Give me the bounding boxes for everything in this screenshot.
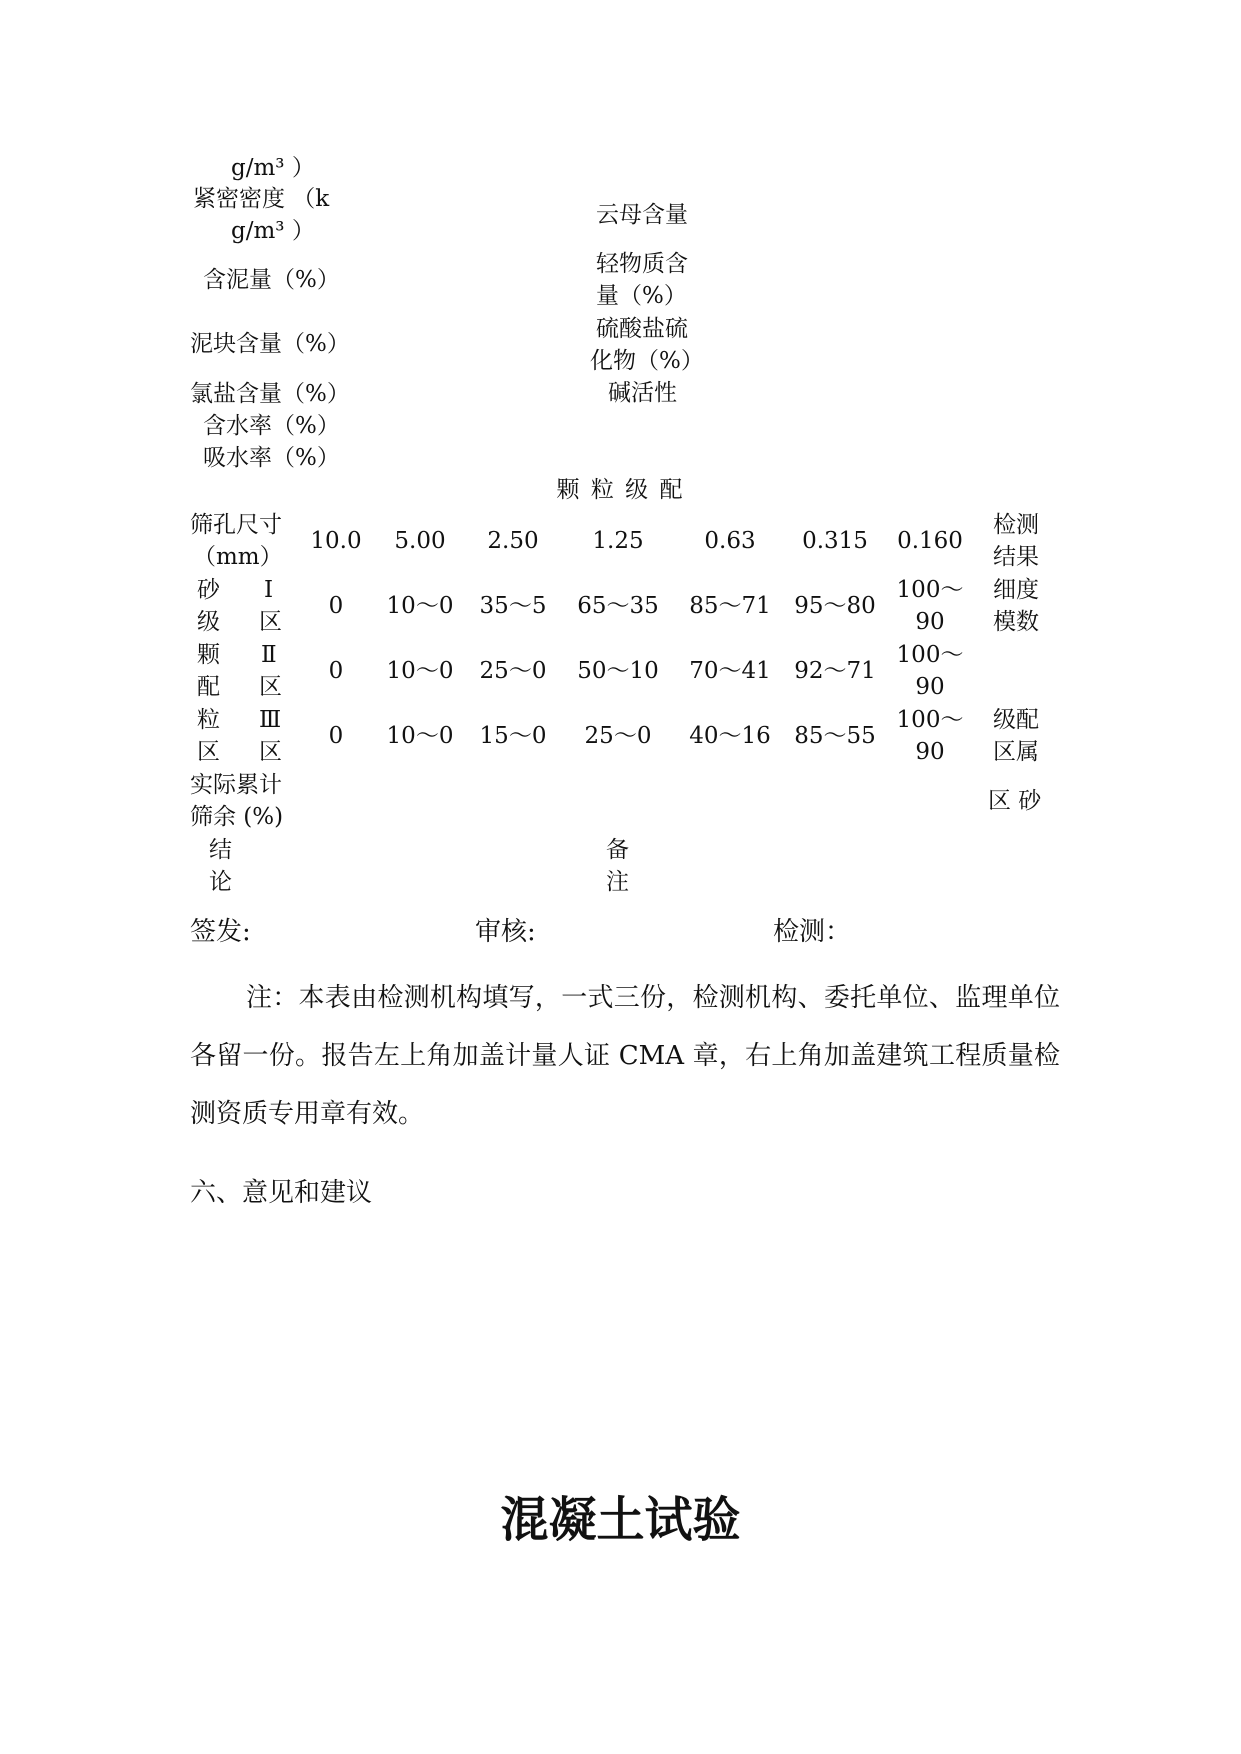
sulfate-unit: 化物（%） bbox=[590, 348, 704, 374]
result-label-2: 结果 bbox=[993, 544, 1039, 570]
sieve-size-1-25: 1.25 bbox=[592, 528, 644, 554]
row-label: 区 bbox=[259, 609, 282, 635]
grading-value: 25～0 bbox=[584, 723, 652, 749]
grading-value: 100～ bbox=[896, 577, 964, 603]
grading-value: 10～0 bbox=[386, 593, 454, 619]
grading-value: 25～0 bbox=[479, 658, 547, 684]
grading-value: 50～10 bbox=[577, 658, 659, 684]
row-label: Ⅱ bbox=[261, 642, 277, 668]
grading-value: 35～5 bbox=[479, 593, 547, 619]
clod-content-label: 泥块含量（%） bbox=[190, 331, 350, 357]
sieve-size-10: 10.0 bbox=[310, 528, 362, 554]
alkali-activity-label: 碱活性 bbox=[608, 380, 677, 406]
test-label: 检测： bbox=[773, 917, 852, 947]
grading-value: 10～0 bbox=[386, 658, 454, 684]
chloride-content-label: 氯盐含量（%） bbox=[190, 381, 350, 407]
mud-content-label: 含泥量（%） bbox=[203, 267, 340, 293]
conclusion-label: 结 bbox=[209, 837, 232, 863]
row-label: 配 bbox=[197, 674, 220, 700]
grading-value: 40～16 bbox=[689, 723, 771, 749]
fineness-label: 细度 bbox=[993, 577, 1039, 603]
remark-label: 备 bbox=[606, 837, 629, 863]
actual-residue-label: 实际累计 bbox=[190, 772, 282, 798]
mica-content-label: 云母含量 bbox=[596, 202, 688, 228]
row-label: Ⅲ bbox=[259, 707, 282, 733]
grading-zone-label-2: 区属 bbox=[993, 739, 1039, 765]
water-absorption-label: 吸水率（%） bbox=[203, 445, 340, 471]
sieve-size-0-63: 0.63 bbox=[704, 528, 756, 554]
grading-value: 0 bbox=[328, 593, 344, 619]
grading-value: 90 bbox=[915, 609, 945, 635]
row-label: 粒 bbox=[197, 707, 220, 733]
grading-value: 90 bbox=[915, 739, 945, 765]
sieve-size-2-5: 2.50 bbox=[487, 528, 539, 554]
sieve-size-0-160: 0.160 bbox=[897, 528, 963, 554]
grading-zone-label: 级配 bbox=[993, 707, 1039, 733]
result-label: 检测 bbox=[993, 512, 1039, 538]
grading-value: 0 bbox=[328, 723, 344, 749]
grading-value: 100～ bbox=[896, 707, 964, 733]
sieve-size-unit: （mm） bbox=[193, 544, 283, 570]
grading-value: 92～71 bbox=[794, 658, 876, 684]
grading-value: 100～ bbox=[896, 642, 964, 668]
row-label: Ⅰ bbox=[264, 577, 274, 603]
grading-value: 10～0 bbox=[386, 723, 454, 749]
moisture-content-label: 含水率（%） bbox=[203, 413, 340, 439]
row-label: 区 bbox=[197, 739, 220, 765]
actual-residue-unit: 筛余 (%) bbox=[190, 804, 284, 830]
row-label: 区 bbox=[259, 674, 282, 700]
grading-value: 70～41 bbox=[689, 658, 771, 684]
tight-density-label: 紧密密度 （k bbox=[193, 186, 330, 212]
light-matter-unit: 量（%） bbox=[596, 283, 687, 309]
grading-value: 85～55 bbox=[794, 723, 876, 749]
issue-label: 签发: bbox=[190, 917, 251, 947]
grading-value: 15～0 bbox=[479, 723, 547, 749]
note-paragraph: 注：本表由检测机构填写，一式三份，检测机构、委托单位、监理单位各留一份。报告左上角加盖计量人证 CMA 章，右上角加盖建筑工程质量检测资质专用章有效。 bbox=[190, 983, 1060, 1129]
remark-label-2: 注 bbox=[606, 869, 629, 895]
grading-value: 90 bbox=[915, 674, 945, 700]
light-matter-label: 轻物质含 bbox=[596, 251, 688, 277]
section-heading: 六、意见和建议 bbox=[190, 1178, 373, 1208]
row-label: 颗 bbox=[197, 642, 220, 668]
conclusion-label-2: 论 bbox=[209, 869, 232, 895]
sieve-size-label: 筛孔尺寸 bbox=[190, 512, 282, 538]
zone-sand-value: 区 砂 bbox=[988, 788, 1042, 814]
fineness-label-2: 模数 bbox=[993, 609, 1039, 635]
unit-continuation: g/m³ ） bbox=[231, 155, 315, 181]
sieve-size-5: 5.00 bbox=[394, 528, 446, 554]
page-title: 混凝土试验 bbox=[500, 1492, 741, 1548]
grading-value: 65～35 bbox=[577, 593, 659, 619]
grading-section-title: 颗 粒 级 配 bbox=[556, 477, 685, 503]
review-label: 审核: bbox=[475, 917, 536, 947]
grading-value: 0 bbox=[328, 658, 344, 684]
sulfate-label: 硫酸盐硫 bbox=[596, 316, 688, 342]
tight-density-unit: g/m³ ） bbox=[231, 218, 315, 244]
row-label: 级 bbox=[197, 609, 220, 635]
grading-value: 95～80 bbox=[794, 593, 876, 619]
sieve-size-0-315: 0.315 bbox=[802, 528, 868, 554]
grading-value: 85～71 bbox=[689, 593, 771, 619]
row-label: 砂 bbox=[197, 577, 220, 603]
row-label: 区 bbox=[259, 739, 282, 765]
